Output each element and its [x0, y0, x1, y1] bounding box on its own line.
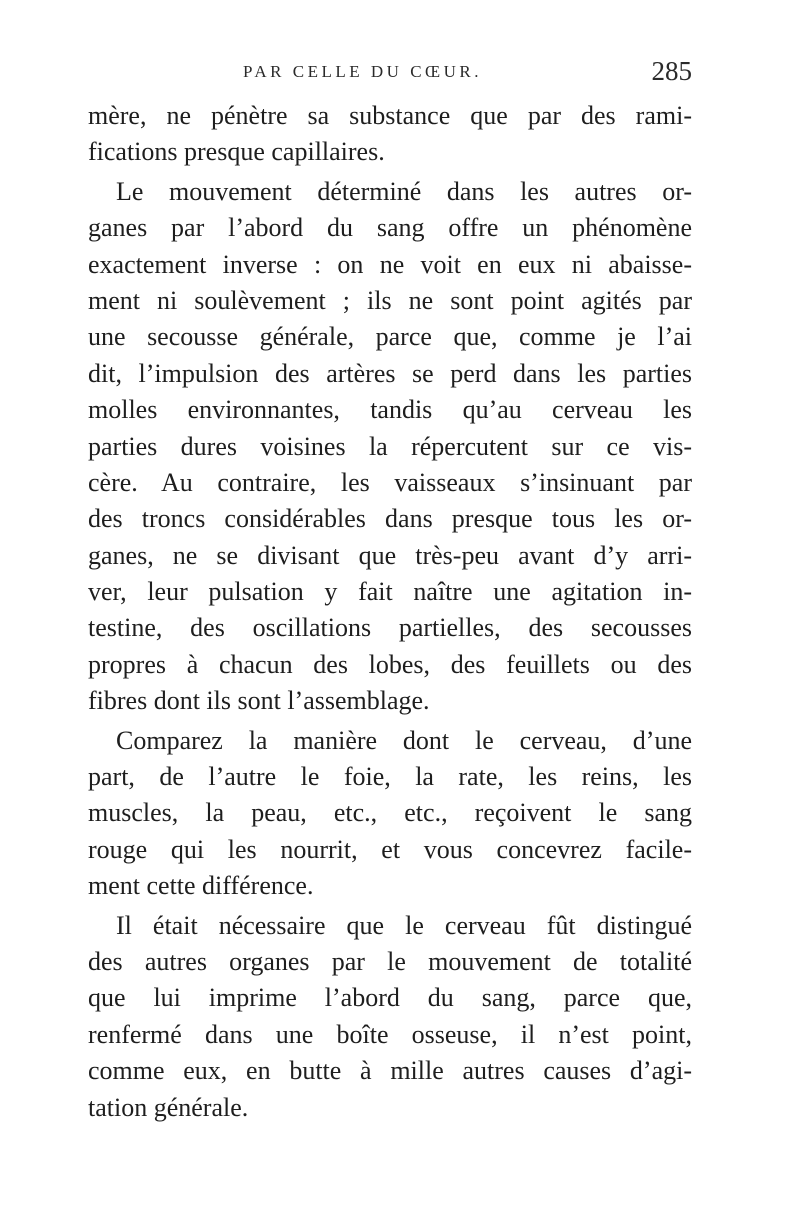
text-line: parties dures voisines la répercutent sur ce vis- — [88, 431, 692, 461]
text-line: ver, leur pulsation y fait naître une agitation in- — [88, 577, 692, 607]
text-line: fibres dont ils sont l’assemblage. — [88, 686, 430, 716]
text-line: ment ni soulèvement ; ils ne sont point agités par — [88, 285, 692, 315]
text-line: mère, ne pénètre sa substance que par des rami- — [88, 101, 692, 130]
page-number: 285 — [651, 56, 692, 86]
paragraph — [88, 908, 692, 1126]
text-line: exactement inverse : on ne voit en eux ni abaisse- — [88, 249, 692, 279]
text-line: propres à chacun des lobes, des feuillets ou des — [88, 649, 692, 679]
text-line: Comparez la manière dont le cerveau, d’une — [116, 725, 692, 755]
paragraph — [88, 174, 692, 720]
text-line: dit, l’impulsion des artères se perd dans les parties — [88, 358, 692, 388]
paragraph — [88, 98, 692, 171]
text-line: rouge qui les nourrit, et vous concevrez facile- — [88, 834, 692, 864]
running-title: PAR CELLE DU CŒUR. — [243, 62, 483, 81]
text-line: ment cette différence. — [88, 871, 314, 901]
text-line: molles environnantes, tandis qu’au cerveau les — [88, 395, 692, 425]
body-text — [88, 98, 692, 1126]
text-line: testine, des oscillations partielles, des secousses — [88, 613, 692, 643]
text-line: cère. Au contraire, les vaisseaux s’insinuant par — [88, 467, 692, 497]
text-line: des autres organes par le mouvement de totalité — [88, 946, 692, 976]
text-line: une secousse générale, parce que, comme je l’ai — [88, 322, 692, 352]
text-line: muscles, la peau, etc., etc., reçoivent le sang — [88, 798, 692, 828]
text-line: que lui imprime l’abord du sang, parce que, — [88, 983, 692, 1013]
paragraph — [88, 723, 692, 905]
text-line: Il était nécessaire que le cerveau fût distingué — [116, 910, 692, 940]
text-line: part, de l’autre le foie, la rate, les reins, les — [88, 762, 692, 792]
text-line: des troncs considérables dans presque tous les or- — [88, 504, 692, 534]
text-line: renfermé dans une boîte osseuse, il n’est point, — [88, 1019, 692, 1049]
text-line: tation générale. — [88, 1092, 249, 1122]
text-line: comme eux, en butte à mille autres causes d’agi- — [88, 1056, 692, 1086]
text-line: Le mouvement déterminé dans les autres or- — [116, 176, 692, 206]
text-line: fications presque capillaires. — [88, 137, 385, 167]
text-line: ganes par l’abord du sang offre un phénomène — [88, 213, 692, 243]
text-line: ganes, ne se divisant que très-peu avant d’y arri- — [88, 540, 692, 570]
running-head — [88, 58, 692, 88]
